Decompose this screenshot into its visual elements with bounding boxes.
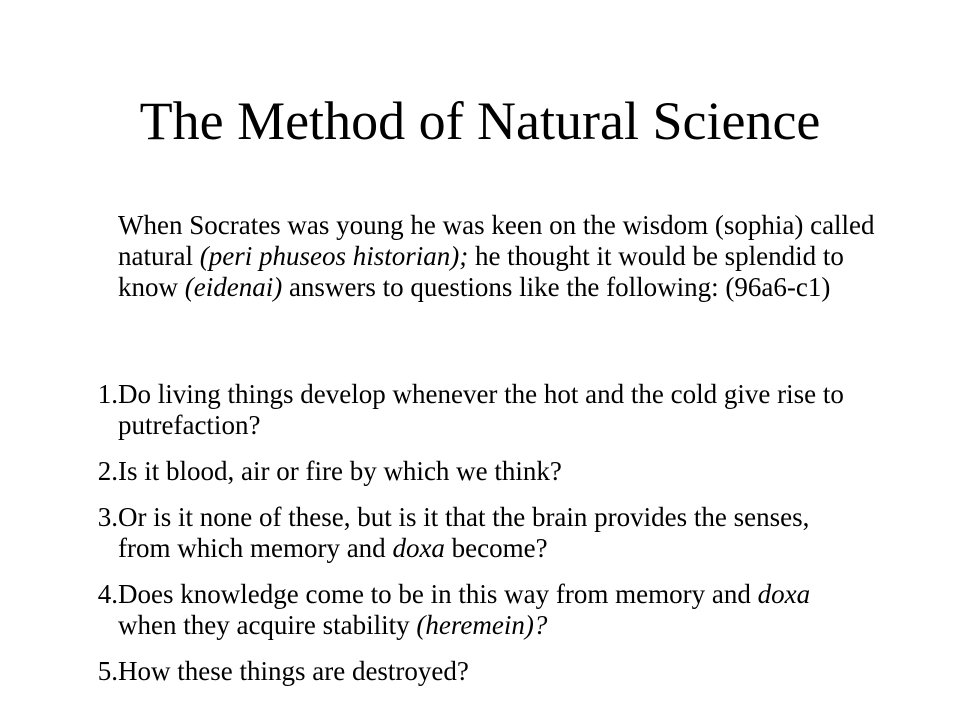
- question-list: [70, 379, 860, 702]
- intro-text-3: he thought it would be splendid to know: [118, 241, 844, 302]
- question-text: [118, 579, 860, 641]
- question-text-italic: doxa: [757, 579, 811, 609]
- question-text-part: become?: [444, 533, 548, 563]
- intro-text-2-italic: (peri phuseos historian);: [199, 241, 469, 271]
- question-text: Is it blood, air or fire by which we think?: [118, 456, 562, 486]
- question-number: 5.: [97, 656, 118, 686]
- question-item-2: [70, 456, 860, 487]
- question-number: 1.: [97, 379, 118, 409]
- question-text-part: Does knowledge come to be in this way from memory and: [118, 579, 758, 609]
- intro-text-4-italic: (eidenai): [184, 272, 283, 302]
- question-text: Do living things develop whenever the hot and the cold give rise to putrefaction?: [118, 379, 844, 440]
- intro-paragraph: [118, 210, 888, 303]
- question-text: How these things are destroyed?: [118, 656, 469, 686]
- question-item-1: [70, 379, 860, 441]
- question-text-italic: doxa: [392, 533, 445, 563]
- question-number: 2.: [97, 456, 118, 486]
- question-text-italic: (heremein)?: [416, 610, 548, 640]
- intro-text-1: When Socrates was young he was keen on the wisdom (sophia) called natural: [118, 210, 875, 271]
- intro-text-5: answers to questions like the following: (96a6-c1): [282, 272, 831, 302]
- slide-title: The Method of Natural Science: [139, 91, 821, 151]
- question-item-3: [70, 502, 860, 564]
- question-text: [118, 502, 860, 564]
- question-item-5: [70, 656, 860, 687]
- question-number: 4.: [97, 579, 118, 609]
- question-number: 3.: [97, 502, 118, 532]
- question-text-part: Or is it none of these, but is it that the brain provides the senses, from which memory and: [118, 502, 810, 563]
- question-item-4: [70, 579, 860, 641]
- question-text-part: when they acquire stability: [118, 610, 417, 640]
